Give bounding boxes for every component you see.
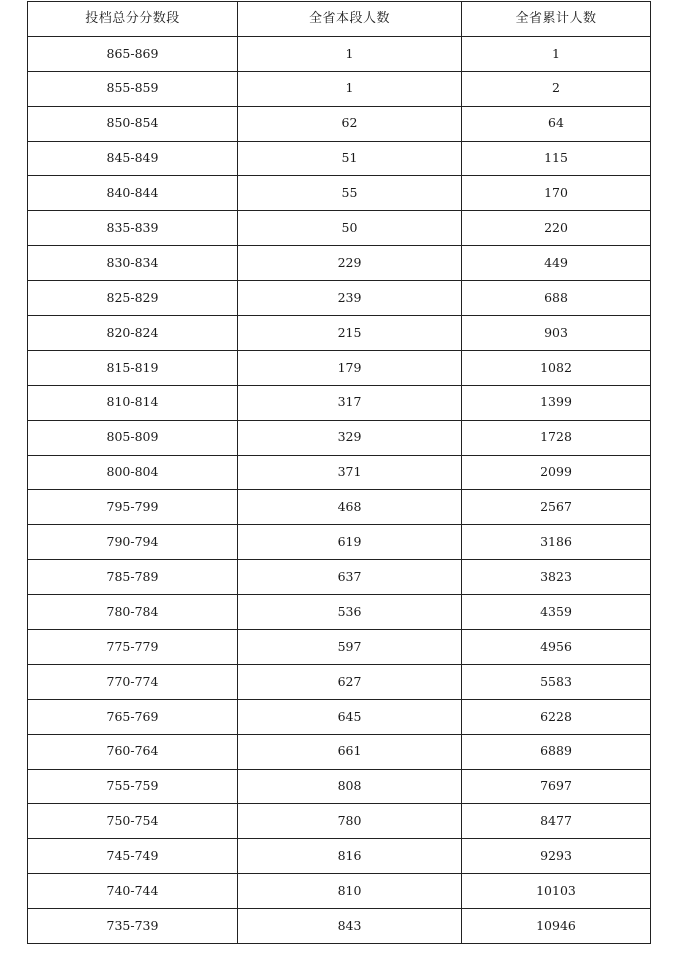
- cumulative-count-cell: 1082: [462, 350, 651, 385]
- cumulative-count-cell: 170: [462, 176, 651, 211]
- cumulative-count-cell: 6889: [462, 734, 651, 769]
- segment-count-cell: 843: [238, 909, 462, 944]
- cumulative-count-cell: 3823: [462, 560, 651, 595]
- score-range-cell: 855-859: [28, 71, 238, 106]
- score-range-cell: 820-824: [28, 316, 238, 351]
- score-range-cell: 795-799: [28, 490, 238, 525]
- segment-count-cell: 1: [238, 36, 462, 71]
- segment-count-cell: 239: [238, 281, 462, 316]
- cumulative-count-cell: 3186: [462, 525, 651, 560]
- segment-count-cell: 808: [238, 769, 462, 804]
- cumulative-count-cell: 220: [462, 211, 651, 246]
- table-row: [28, 141, 651, 176]
- table-row: [28, 420, 651, 455]
- score-range-cell: 835-839: [28, 211, 238, 246]
- score-range-cell: 850-854: [28, 106, 238, 141]
- cumulative-count-cell: 115: [462, 141, 651, 176]
- table-row: [28, 176, 651, 211]
- table-row: [28, 664, 651, 699]
- score-range-cell: 805-809: [28, 420, 238, 455]
- cumulative-count-cell: 1728: [462, 420, 651, 455]
- score-range-cell: 825-829: [28, 281, 238, 316]
- segment-count-cell: 55: [238, 176, 462, 211]
- score-range-cell: 790-794: [28, 525, 238, 560]
- score-range-cell: 760-764: [28, 734, 238, 769]
- score-range-cell: 810-814: [28, 385, 238, 420]
- table-row: [28, 316, 651, 351]
- score-range-cell: 745-749: [28, 839, 238, 874]
- table-row: [28, 839, 651, 874]
- cumulative-count-cell: 688: [462, 281, 651, 316]
- table-row: [28, 699, 651, 734]
- cumulative-count-cell: 9293: [462, 839, 651, 874]
- table-row: [28, 595, 651, 630]
- segment-count-cell: 62: [238, 106, 462, 141]
- cumulative-count-cell: 8477: [462, 804, 651, 839]
- segment-count-cell: 816: [238, 839, 462, 874]
- table-row: [28, 525, 651, 560]
- cumulative-count-cell: 64: [462, 106, 651, 141]
- score-range-cell: 840-844: [28, 176, 238, 211]
- segment-count-cell: 637: [238, 560, 462, 595]
- table-row: [28, 455, 651, 490]
- segment-count-cell: 597: [238, 630, 462, 665]
- table-row: [28, 385, 651, 420]
- cumulative-count-cell: 903: [462, 316, 651, 351]
- table-row: [28, 246, 651, 281]
- cumulative-count-cell: 5583: [462, 664, 651, 699]
- segment-count-cell: 51: [238, 141, 462, 176]
- score-range-cell: 750-754: [28, 804, 238, 839]
- header-cumulative-count: 全省累计人数: [462, 2, 651, 37]
- segment-count-cell: 1: [238, 71, 462, 106]
- cumulative-count-cell: 1399: [462, 385, 651, 420]
- score-range-cell: 780-784: [28, 595, 238, 630]
- table-row: [28, 106, 651, 141]
- score-range-cell: 735-739: [28, 909, 238, 944]
- segment-count-cell: 780: [238, 804, 462, 839]
- score-range-cell: 815-819: [28, 350, 238, 385]
- score-range-cell: 775-779: [28, 630, 238, 665]
- table-row: [28, 804, 651, 839]
- segment-count-cell: 179: [238, 350, 462, 385]
- table-row: [28, 769, 651, 804]
- score-distribution-table: [27, 1, 651, 944]
- segment-count-cell: 317: [238, 385, 462, 420]
- cumulative-count-cell: 4359: [462, 595, 651, 630]
- segment-count-cell: 619: [238, 525, 462, 560]
- score-range-cell: 755-759: [28, 769, 238, 804]
- table-body: [28, 36, 651, 943]
- table-row: [28, 874, 651, 909]
- table-row: [28, 36, 651, 71]
- segment-count-cell: 645: [238, 699, 462, 734]
- segment-count-cell: 661: [238, 734, 462, 769]
- cumulative-count-cell: 10946: [462, 909, 651, 944]
- table-header: [28, 2, 651, 37]
- table-row: [28, 71, 651, 106]
- cumulative-count-cell: 10103: [462, 874, 651, 909]
- table-row: [28, 350, 651, 385]
- cumulative-count-cell: 2567: [462, 490, 651, 525]
- table-row: [28, 560, 651, 595]
- score-range-cell: 845-849: [28, 141, 238, 176]
- table-row: [28, 630, 651, 665]
- score-range-cell: 785-789: [28, 560, 238, 595]
- segment-count-cell: 329: [238, 420, 462, 455]
- cumulative-count-cell: 4956: [462, 630, 651, 665]
- table-row: [28, 734, 651, 769]
- score-range-cell: 865-869: [28, 36, 238, 71]
- cumulative-count-cell: 449: [462, 246, 651, 281]
- score-range-cell: 800-804: [28, 455, 238, 490]
- segment-count-cell: 627: [238, 664, 462, 699]
- score-range-cell: 830-834: [28, 246, 238, 281]
- cumulative-count-cell: 7697: [462, 769, 651, 804]
- score-range-cell: 765-769: [28, 699, 238, 734]
- table-row: [28, 490, 651, 525]
- table-row: [28, 281, 651, 316]
- cumulative-count-cell: 2: [462, 71, 651, 106]
- segment-count-cell: 536: [238, 595, 462, 630]
- table-row: [28, 909, 651, 944]
- score-range-cell: 770-774: [28, 664, 238, 699]
- segment-count-cell: 229: [238, 246, 462, 281]
- segment-count-cell: 50: [238, 211, 462, 246]
- segment-count-cell: 371: [238, 455, 462, 490]
- cumulative-count-cell: 6228: [462, 699, 651, 734]
- header-row: [28, 2, 651, 37]
- cumulative-count-cell: 2099: [462, 455, 651, 490]
- table-row: [28, 211, 651, 246]
- score-range-cell: 740-744: [28, 874, 238, 909]
- segment-count-cell: 810: [238, 874, 462, 909]
- header-segment-count: 全省本段人数: [238, 2, 462, 37]
- cumulative-count-cell: 1: [462, 36, 651, 71]
- segment-count-cell: 468: [238, 490, 462, 525]
- header-score-range: 投档总分分数段: [28, 2, 238, 37]
- segment-count-cell: 215: [238, 316, 462, 351]
